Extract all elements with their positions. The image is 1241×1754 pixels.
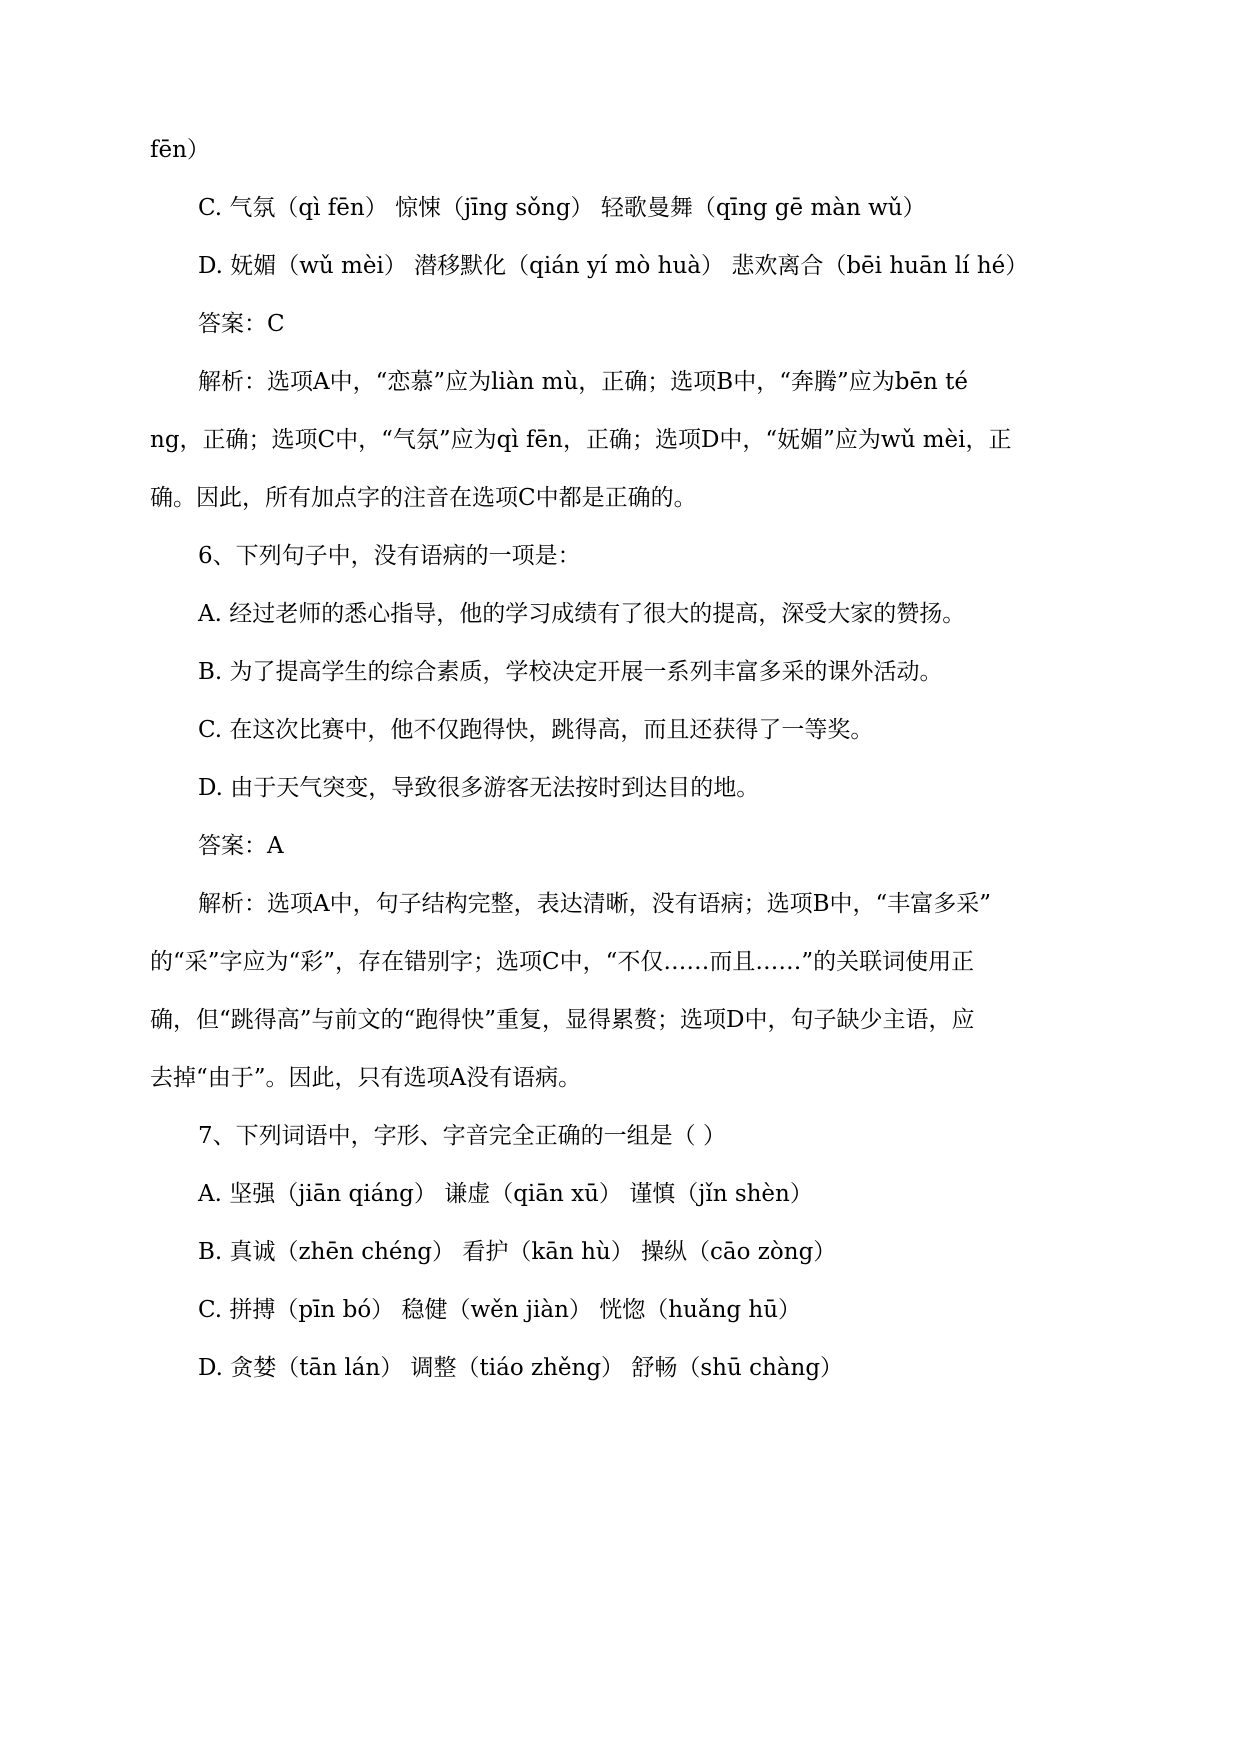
text-line: fēn）	[150, 137, 210, 163]
question-6: 6、下列句子中，没有语病的一项是：	[198, 543, 581, 569]
analysis-line: ng，正确；选项C中，“气氛”应为qì fēn，正确；选项D中，“妩媚”应为wǔ mèi，正	[150, 427, 1012, 453]
option-c: C. 在这次比赛中，他不仅跑得快，跳得高，而且还获得了一等奖。	[198, 717, 874, 743]
answer-line: 答案：A	[198, 833, 284, 859]
option-a: A. 坚强（jiān qiáng） 谦虚（qiān xū） 谨慎（jǐn shèn）	[198, 1181, 813, 1207]
option-c: C. 拼搏（pīn bó） 稳健（wěn jiàn） 恍惚（huǎng hū）	[198, 1297, 802, 1323]
option-d: D. 妩媚（wǔ mèi） 潜移默化（qián yí mò huà） 悲欢离合（bēi huān lí hé）	[198, 253, 1029, 279]
option-d: D. 贪婪（tān lán） 调整（tiáo zhěng） 舒畅（shū chàng）	[198, 1355, 844, 1381]
option-c: C. 气氛（qì fēn） 惊悚（jīng sǒng） 轻歌曼舞（qīng gē màn wǔ）	[198, 195, 926, 221]
analysis-line: 解析：选项A中，“恋慕”应为liàn mù，正确；选项B中，“奔腾”应为bēn té	[198, 369, 969, 395]
question-7: 7、下列词语中，字形、字音完全正确的一组是（ ）	[198, 1123, 726, 1149]
analysis-line: 解析：选项A中，句子结构完整，表达清晰，没有语病；选项B中，“丰富多采”	[198, 891, 992, 917]
analysis-line: 确。因此，所有加点字的注音在选项C中都是正确的。	[150, 485, 697, 511]
option-d: D. 由于天气突变，导致很多游客无法按时到达目的地。	[198, 775, 760, 801]
option-b: B. 真诚（zhēn chéng） 看护（kān hù） 操纵（cāo zòng）	[198, 1239, 837, 1265]
option-b: B. 为了提高学生的综合素质，学校决定开展一系列丰富多采的课外活动。	[198, 659, 943, 685]
option-a: A. 经过老师的悉心指导，他的学习成绩有了很大的提高，深受大家的赞扬。	[198, 601, 966, 627]
analysis-line: 去掉“由于”。因此，只有选项A没有语病。	[150, 1065, 582, 1091]
analysis-line: 的“采”字应为“彩”，存在错别字；选项C中，“不仅……而且……”的关联词使用正	[150, 949, 975, 975]
analysis-line: 确，但“跳得高”与前文的“跑得快”重复，显得累赘；选项D中，句子缺少主语，应	[150, 1007, 975, 1033]
answer-line: 答案：C	[198, 311, 285, 337]
